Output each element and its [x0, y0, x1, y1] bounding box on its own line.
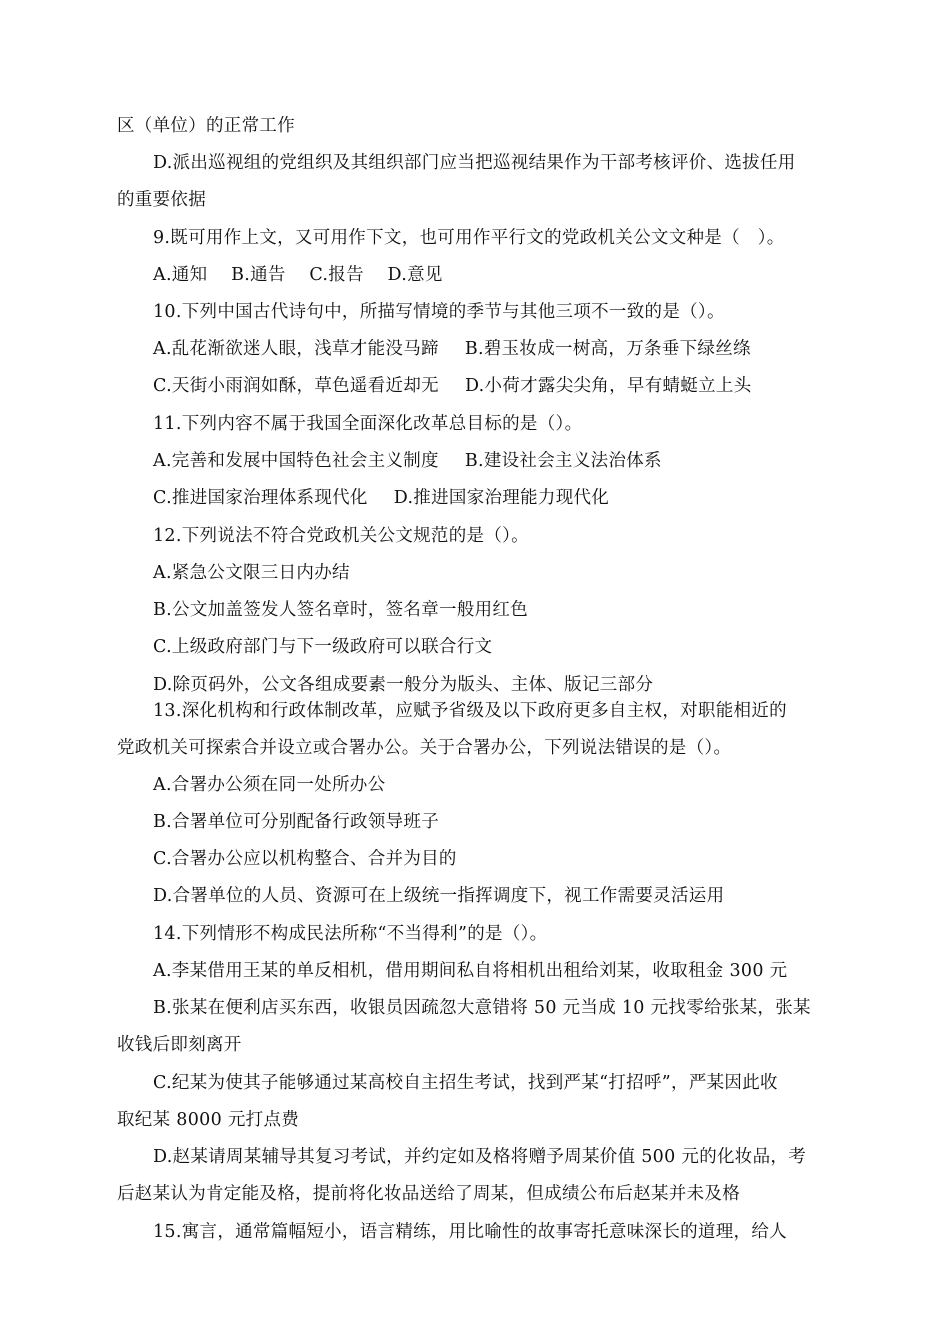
option-a: A.紧急公文限三日内办结: [153, 563, 350, 583]
option-b: B.建设社会主义法治体系: [464, 451, 662, 471]
question-9: 9.既可用作上文，又可用作下文，也可用作平行文的党政机关公文文种是（ ）。: [153, 228, 785, 248]
option-b-cont: 收钱后即刻离开: [117, 1035, 242, 1055]
text-line: D.派出巡视组的党组织及其组织部门应当把巡视结果作为干部考核评价、选拔任用: [153, 153, 796, 173]
option-b: B.公文加盖签发人签名章时，签名章一般用红色: [153, 600, 529, 620]
option-a: A.李某借用王某的单反相机，借用期间私自将相机出租给刘某，收取租金 300 元: [153, 961, 788, 981]
question-11: 11.下列内容不属于我国全面深化改革总目标的是（）。: [153, 414, 583, 434]
option-c: C.纪某为使其子能够通过某高校自主招生考试，找到严某“打招呼”，严某因此收: [153, 1073, 778, 1093]
option-a: A.乱花渐欲迷人眼，浅草才能没马蹄: [153, 339, 439, 359]
option-d: D.合署单位的人员、资源可在上级统一指挥调度下，视工作需要灵活运用: [153, 886, 725, 906]
option-row: [153, 373, 752, 399]
option-b: B.碧玉妆成一树高，万条垂下绿丝绦: [464, 339, 751, 359]
question-14: 14.下列情形不构成民法所称“不当得利”的是（）。: [153, 924, 548, 944]
option-row: [153, 336, 751, 362]
option-row: [153, 448, 662, 474]
question-12: 12.下列说法不符合党政机关公文规范的是（）。: [153, 526, 529, 546]
option-a: A.完善和发展中国特色社会主义制度: [153, 451, 439, 471]
option-d: D.赵某请周某辅导其复习考试，并约定如及格将赠予周某价值 500 元的化妆品，考: [153, 1147, 806, 1167]
option-b: B.张某在便利店买东西，收银员因疏忽大意错将 50 元当成 10 元找零给张某，张某: [153, 998, 811, 1018]
text-line: 的重要依据: [117, 190, 206, 210]
question-10: 10.下列中国古代诗句中，所描写情境的季节与其他三项不一致的是（）。: [153, 302, 725, 322]
text-line: 区（单位）的正常工作: [117, 116, 295, 136]
option-c-cont: 取纪某 8000 元打点费: [117, 1110, 300, 1130]
option-d: D.推进国家治理能力现代化: [393, 488, 610, 508]
option-b: B.合署单位可分别配备行政领导班子: [153, 812, 440, 832]
option-d: D.小荷才露尖尖角，早有蜻蜓立上头: [464, 376, 752, 396]
option-row: [153, 485, 609, 511]
option-c: C.上级政府部门与下一级政府可以联合行文: [153, 637, 493, 657]
option-a: A.合署办公须在同一处所办公: [153, 775, 386, 795]
option-c: C.推进国家治理体系现代化: [153, 488, 368, 508]
question-9-options: A.通知 B.通告 C.报告 D.意见: [153, 265, 443, 285]
option-d-cont: 后赵某认为肯定能及格，提前将化妆品送给了周某，但成绩公布后赵某并未及格: [117, 1184, 740, 1204]
option-d: D.除页码外，公文各组成要素一般分为版头、主体、版记三部分: [153, 675, 654, 695]
question-15: 15.寓言，通常篇幅短小，语言精练，用比喻性的故事寄托意味深长的道理，给人: [153, 1222, 787, 1242]
question-13-cont: 党政机关可探索合并设立或合署办公。关于合署办公，下列说法错误的是（）。: [117, 738, 732, 758]
question-13: 13.深化机构和行政体制改革，应赋予省级及以下政府更多自主权，对职能相近的: [153, 701, 787, 721]
option-c: C.天街小雨润如酥，草色遥看近却无: [153, 376, 439, 396]
option-c: C.合署办公应以机构整合、合并为目的: [153, 849, 457, 869]
